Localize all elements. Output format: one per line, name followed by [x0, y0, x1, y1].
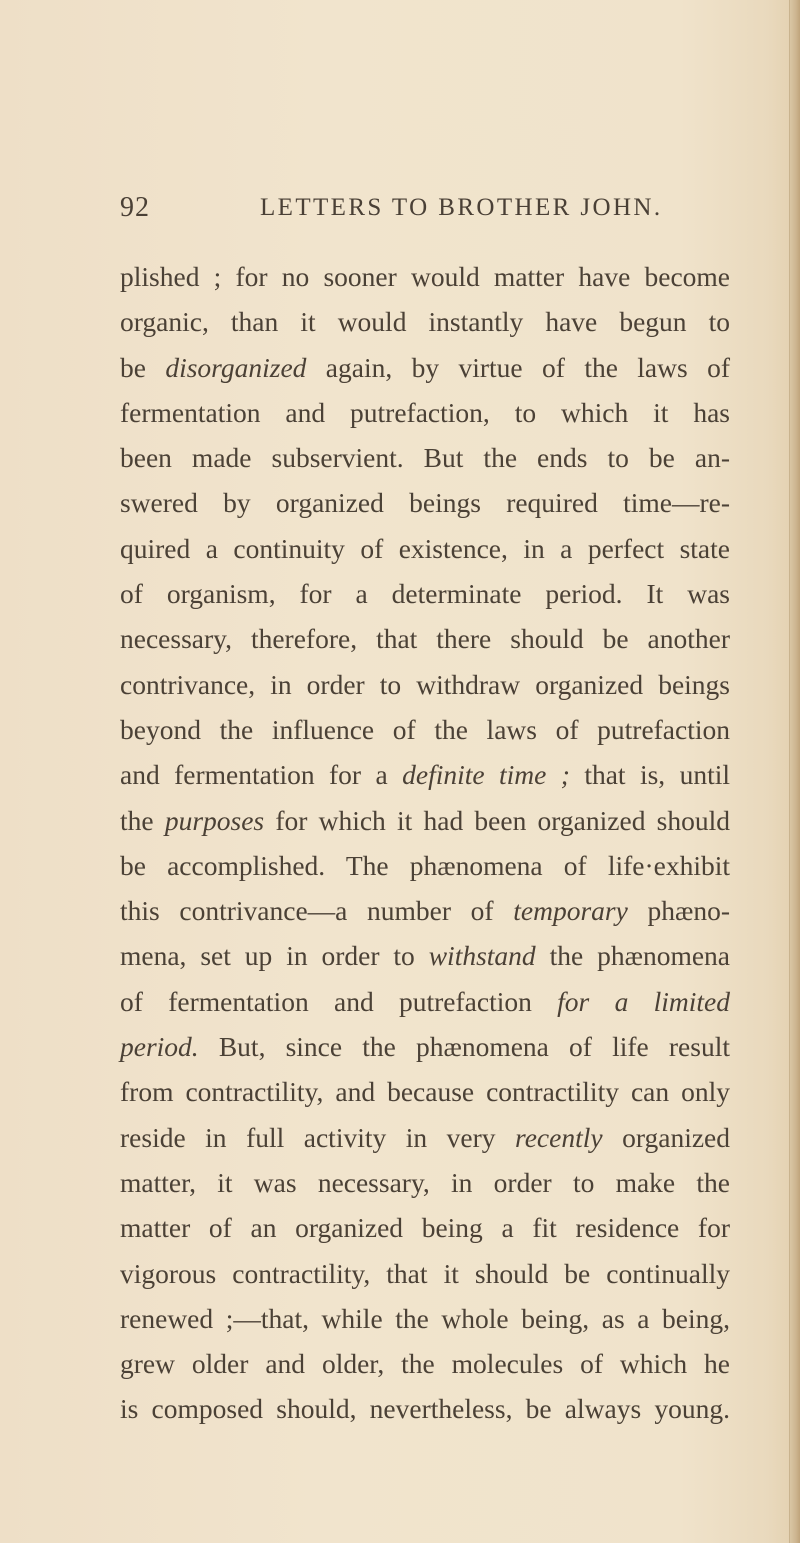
- text-line: [120, 254, 730, 299]
- text-run: reside in full activity in very: [120, 1121, 516, 1153]
- text-run: organic, than it would instantly have begun to: [120, 306, 730, 338]
- text-line: [120, 843, 730, 888]
- text-run: been made subservient. But the ends to be an-: [120, 442, 730, 474]
- text-line: [120, 979, 730, 1024]
- italic-run: recently: [515, 1121, 603, 1153]
- text-line: [120, 1160, 730, 1205]
- text-line: [120, 571, 730, 616]
- text-run: the: [120, 804, 165, 836]
- page-number: 92: [120, 192, 150, 223]
- text-run: of fermentation and putrefaction: [120, 985, 558, 1017]
- text-run: grew older and older, the molecules of which he: [120, 1348, 730, 1380]
- text-run: is composed should, nevertheless, be always young.: [120, 1393, 730, 1425]
- text-run: quired a continuity of existence, in a perfect state: [120, 532, 730, 564]
- text-run: this contrivance—a number of: [120, 895, 514, 927]
- text-line: [120, 1024, 730, 1069]
- text-run: the phænomena: [535, 940, 730, 972]
- text-line: [120, 1386, 730, 1431]
- text-line: [120, 435, 730, 480]
- text-run: again, by virtue of the laws of: [306, 351, 730, 383]
- text-line: [120, 390, 730, 435]
- text-run: and fermentation for a: [120, 759, 403, 791]
- text-line: [120, 707, 730, 752]
- text-run: matter of an organized being a fit residence for: [120, 1212, 730, 1244]
- text-run: matter, it was necessary, in order to make the: [120, 1166, 730, 1198]
- italic-run: temporary: [513, 895, 628, 927]
- text-line: [120, 345, 730, 390]
- text-line: [120, 1251, 730, 1296]
- text-run: organized: [602, 1121, 731, 1153]
- text-line: [120, 1296, 730, 1341]
- italic-run: definite time ;: [402, 759, 570, 791]
- text-run: contrivance, in order to withdraw organized beings: [120, 668, 730, 700]
- text-line: [120, 1205, 730, 1250]
- text-run: renewed ;—that, while the whole being, as a being,: [120, 1302, 730, 1334]
- page-edge-shadow: [790, 0, 800, 1543]
- text-line: [120, 933, 730, 978]
- text-line: [120, 752, 730, 797]
- text-run: be accomplished. The phænomena of life·exhibit: [120, 849, 730, 881]
- text-line: [120, 798, 730, 843]
- body-text: [120, 254, 730, 1432]
- text-run: plished ; for no sooner would matter have become: [120, 261, 730, 292]
- text-run: of organism, for a determinate period. It was: [120, 578, 730, 610]
- text-run: beyond the influence of the laws of putrefaction: [120, 713, 730, 745]
- italic-run: withstand: [428, 940, 536, 972]
- italic-run: for a limited: [557, 985, 730, 1017]
- text-run: swered by organized beings required time—re-: [120, 487, 730, 519]
- text-run: But, since the phænomena of life result: [198, 1031, 730, 1063]
- page-header: [120, 192, 720, 232]
- text-run: that is, until: [569, 759, 730, 791]
- italic-run: disorganized: [165, 351, 307, 383]
- text-run: from contractility, and because contractility can only: [120, 1076, 730, 1108]
- text-line: [120, 616, 730, 661]
- text-run: be: [120, 351, 166, 383]
- italic-run: period.: [120, 1031, 199, 1063]
- text-line: [120, 480, 730, 525]
- text-run: for which it had been organized should: [264, 804, 730, 836]
- text-run: fermentation and putrefaction, to which it has: [120, 396, 730, 428]
- text-line: [120, 1069, 730, 1114]
- text-line: [120, 299, 730, 344]
- text-run: mena, set up in order to: [120, 940, 429, 972]
- running-head: LETTERS TO BROTHER JOHN.: [260, 194, 663, 221]
- text-run: necessary, therefore, that there should be another: [120, 623, 730, 655]
- text-line: [120, 1341, 730, 1386]
- text-line: [120, 888, 730, 933]
- text-line: [120, 662, 730, 707]
- text-run: phæno-: [627, 895, 730, 927]
- text-run: vigorous contractility, that it should be continually: [120, 1257, 730, 1289]
- text-line: [120, 526, 730, 571]
- italic-run: purposes: [164, 804, 265, 836]
- text-line: [120, 1115, 730, 1160]
